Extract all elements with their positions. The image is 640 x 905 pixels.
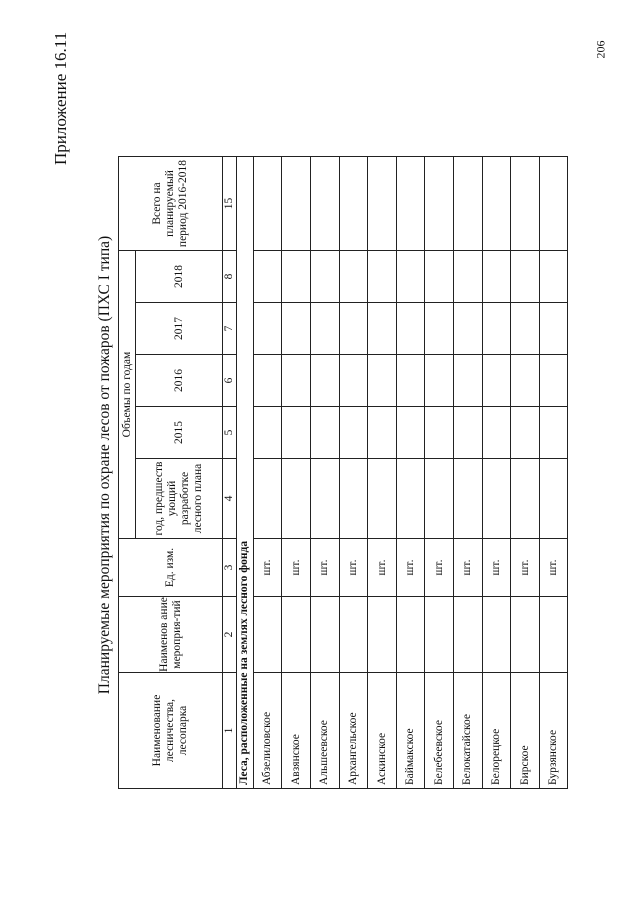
- unit-cell: шт.: [511, 539, 540, 597]
- column-number: 3: [223, 539, 237, 597]
- appendix-label: Приложение 16.11: [51, 31, 70, 165]
- empty-cell: [368, 157, 397, 251]
- empty-cell: [311, 597, 340, 673]
- empty-cell: [425, 355, 454, 407]
- column-number: 8: [223, 251, 237, 303]
- empty-cell: [511, 597, 540, 673]
- unit-cell: шт.: [396, 539, 425, 597]
- empty-cell: [368, 597, 397, 673]
- forestry-name-cell: Белебеевское: [425, 673, 454, 789]
- forestry-name-cell: Аскинское: [368, 673, 397, 789]
- empty-cell: [311, 157, 340, 251]
- column-number: 5: [223, 407, 237, 459]
- unit-cell: шт.: [368, 539, 397, 597]
- empty-cell: [396, 355, 425, 407]
- empty-cell: [396, 157, 425, 251]
- empty-cell: [339, 597, 368, 673]
- empty-cell: [396, 597, 425, 673]
- unit-cell: шт.: [282, 539, 311, 597]
- header-2018: 2018: [136, 251, 223, 303]
- empty-cell: [425, 407, 454, 459]
- header-2017: 2017: [136, 303, 223, 355]
- empty-cell: [311, 407, 340, 459]
- empty-cell: [511, 355, 540, 407]
- header-2016: 2016: [136, 355, 223, 407]
- empty-cell: [368, 303, 397, 355]
- column-number: 15: [223, 157, 237, 251]
- empty-cell: [253, 355, 282, 407]
- empty-cell: [339, 355, 368, 407]
- empty-cell: [539, 251, 568, 303]
- empty-cell: [425, 251, 454, 303]
- table-row: [425, 157, 454, 789]
- empty-cell: [253, 459, 282, 539]
- section-title: Леса, расположенные на землях лесного фонда: [236, 157, 253, 789]
- empty-cell: [339, 251, 368, 303]
- unit-cell: шт.: [454, 539, 483, 597]
- empty-cell: [282, 407, 311, 459]
- table-row: [282, 157, 311, 789]
- unit-cell: шт.: [253, 539, 282, 597]
- table-row: [253, 157, 282, 789]
- table-title: Планируемые мероприятия по охране лесов от пожаров (ПХС I типа): [96, 235, 113, 695]
- empty-cell: [311, 251, 340, 303]
- empty-cell: [253, 303, 282, 355]
- empty-cell: [511, 303, 540, 355]
- column-number-row: [223, 157, 237, 789]
- empty-cell: [425, 459, 454, 539]
- empty-cell: [425, 597, 454, 673]
- header-unit: Ед. изм.: [119, 539, 223, 597]
- empty-cell: [425, 157, 454, 251]
- unit-cell: шт.: [311, 539, 340, 597]
- table-row: [511, 157, 540, 789]
- unit-cell: шт.: [539, 539, 568, 597]
- table-body: [253, 157, 568, 789]
- empty-cell: [339, 157, 368, 251]
- empty-cell: [282, 303, 311, 355]
- column-number: 1: [223, 673, 237, 789]
- fire-protection-table: [118, 156, 568, 789]
- empty-cell: [511, 251, 540, 303]
- empty-cell: [539, 157, 568, 251]
- table-row: [539, 157, 568, 789]
- empty-cell: [511, 407, 540, 459]
- empty-cell: [339, 407, 368, 459]
- unit-cell: шт.: [425, 539, 454, 597]
- empty-cell: [282, 251, 311, 303]
- forestry-name-cell: Бирское: [511, 673, 540, 789]
- column-number: 4: [223, 459, 237, 539]
- table-row: [339, 157, 368, 789]
- empty-cell: [482, 597, 511, 673]
- empty-cell: [396, 303, 425, 355]
- empty-cell: [482, 355, 511, 407]
- header-2015: 2015: [136, 407, 223, 459]
- empty-cell: [454, 407, 483, 459]
- table-row: [368, 157, 397, 789]
- table-row: [454, 157, 483, 789]
- empty-cell: [454, 251, 483, 303]
- empty-cell: [311, 303, 340, 355]
- forestry-name-cell: Архангельское: [339, 673, 368, 789]
- empty-cell: [511, 459, 540, 539]
- forestry-name-cell: Абзелиловское: [253, 673, 282, 789]
- empty-cell: [539, 355, 568, 407]
- empty-cell: [511, 157, 540, 251]
- header-year-before: год, предшеств ующий разработке лесного плана: [136, 459, 223, 539]
- empty-cell: [454, 355, 483, 407]
- forestry-name-cell: Авзянское: [282, 673, 311, 789]
- header-total: Всего на планируемый период 2016-2018: [119, 157, 223, 251]
- empty-cell: [368, 407, 397, 459]
- empty-cell: [339, 303, 368, 355]
- empty-cell: [311, 459, 340, 539]
- forestry-name-cell: Альшеевское: [311, 673, 340, 789]
- empty-cell: [282, 597, 311, 673]
- empty-cell: [425, 303, 454, 355]
- table-row: [396, 157, 425, 789]
- empty-cell: [253, 251, 282, 303]
- empty-cell: [396, 251, 425, 303]
- forestry-name-cell: Белокатайское: [454, 673, 483, 789]
- header-forestry-name: Наименование лесничества, лесопарка: [119, 673, 223, 789]
- table-row: [311, 157, 340, 789]
- empty-cell: [482, 157, 511, 251]
- empty-cell: [253, 157, 282, 251]
- empty-cell: [339, 459, 368, 539]
- empty-cell: [253, 407, 282, 459]
- table-row: [482, 157, 511, 789]
- empty-cell: [454, 157, 483, 251]
- header-volumes-by-year: Объемы по годам: [119, 251, 136, 539]
- column-number: 6: [223, 355, 237, 407]
- forestry-name-cell: Баймакское: [396, 673, 425, 789]
- empty-cell: [482, 407, 511, 459]
- empty-cell: [396, 407, 425, 459]
- column-number: 7: [223, 303, 237, 355]
- empty-cell: [253, 597, 282, 673]
- empty-cell: [539, 597, 568, 673]
- empty-cell: [368, 459, 397, 539]
- empty-cell: [482, 303, 511, 355]
- empty-cell: [396, 459, 425, 539]
- empty-cell: [539, 303, 568, 355]
- empty-cell: [539, 407, 568, 459]
- empty-cell: [282, 355, 311, 407]
- empty-cell: [368, 251, 397, 303]
- forestry-name-cell: Бурзянское: [539, 673, 568, 789]
- empty-cell: [311, 355, 340, 407]
- empty-cell: [282, 459, 311, 539]
- empty-cell: [454, 303, 483, 355]
- header-activity-name: Наименов ание мероприя-тий: [119, 597, 223, 673]
- forestry-name-cell: Белорецкое: [482, 673, 511, 789]
- column-number: 2: [223, 597, 237, 673]
- empty-cell: [482, 459, 511, 539]
- empty-cell: [368, 355, 397, 407]
- unit-cell: шт.: [482, 539, 511, 597]
- empty-cell: [282, 157, 311, 251]
- empty-cell: [454, 459, 483, 539]
- page-number: 206: [593, 40, 608, 59]
- unit-cell: шт.: [339, 539, 368, 597]
- empty-cell: [454, 597, 483, 673]
- empty-cell: [539, 459, 568, 539]
- empty-cell: [482, 251, 511, 303]
